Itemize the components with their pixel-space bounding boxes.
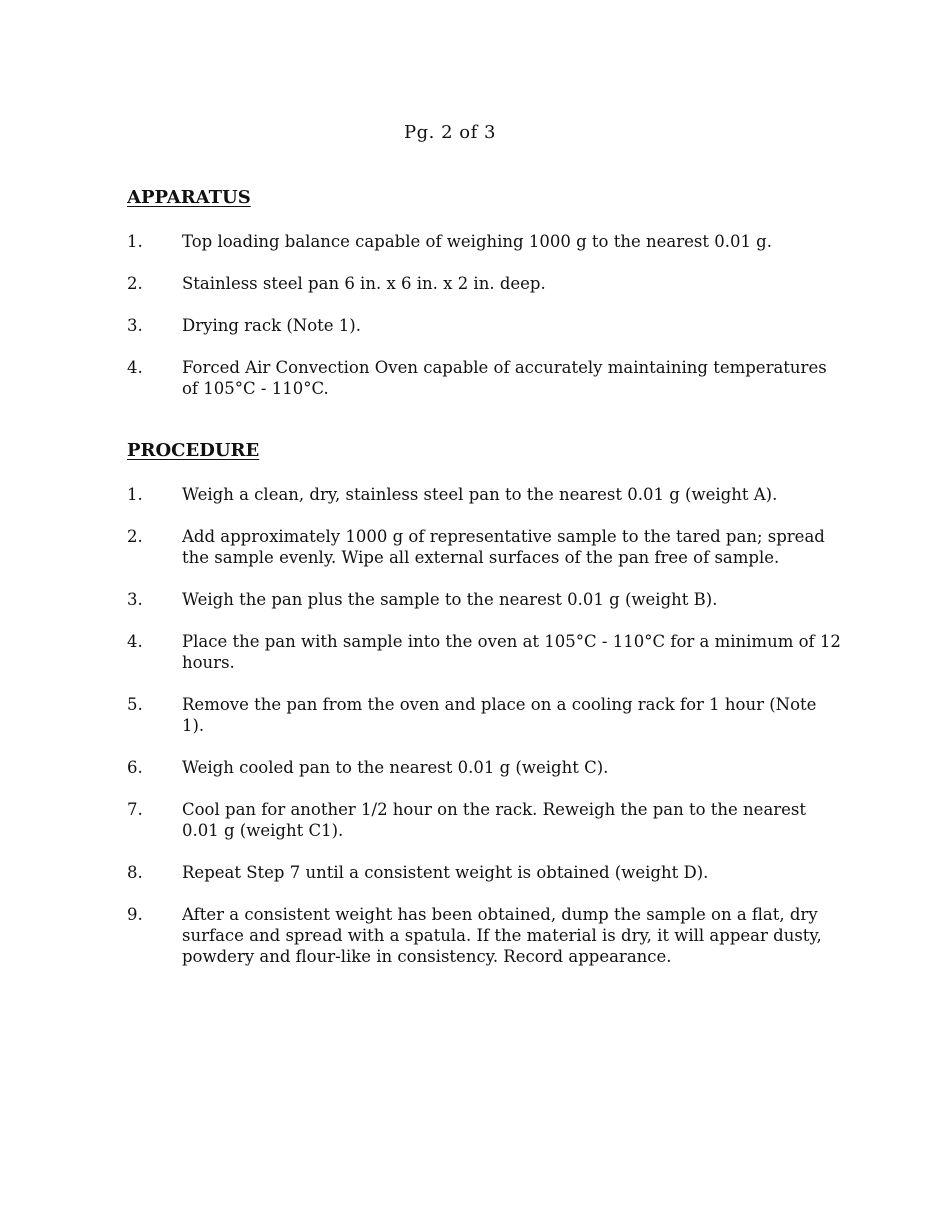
item-number: 2.	[127, 274, 143, 293]
item-text: Drying rack (Note 1).	[182, 316, 361, 335]
item-number: 3.	[127, 590, 143, 609]
item-text: Weigh cooled pan to the nearest 0.01 g (weight C).	[182, 758, 609, 777]
procedure-item	[127, 484, 847, 505]
item-number: 7.	[127, 800, 143, 819]
item-number: 4.	[127, 632, 143, 651]
apparatus-item	[127, 357, 847, 399]
item-text: Remove the pan from the oven and place on a cooling rack for 1 hour (Note 1).	[182, 695, 817, 735]
procedure-item	[127, 757, 847, 778]
item-number: 2.	[127, 527, 143, 546]
procedure-item	[127, 631, 847, 673]
item-number: 9.	[127, 905, 143, 924]
procedure-heading: PROCEDURE	[127, 440, 260, 461]
procedure-list	[127, 484, 847, 988]
procedure-item	[127, 589, 847, 610]
item-text: Cool pan for another 1/2 hour on the rack. Reweigh the pan to the nearest 0.01 g (weight C1).	[182, 800, 807, 840]
item-text: Weigh the pan plus the sample to the nearest 0.01 g (weight B).	[182, 590, 718, 609]
item-text: After a consistent weight has been obtained, dump the sample on a flat, dry surface and spread with a spatula. If the material is dry, it will appear dusty, powdery and flour-like in consistency. Record appearance.	[182, 905, 822, 966]
item-text: Add approximately 1000 g of representative sample to the tared pan; spread the sample evenly. Wipe all external surfaces of the pan free of sample.	[182, 527, 825, 567]
item-text: Forced Air Convection Oven capable of accurately maintaining temperatures of 105°C - 110°C.	[182, 358, 827, 398]
item-text: Place the pan with sample into the oven at 105°C - 110°C for a minimum of 12 hours.	[182, 632, 841, 672]
item-text: Weigh a clean, dry, stainless steel pan to the nearest 0.01 g (weight A).	[182, 485, 778, 504]
procedure-item	[127, 904, 847, 967]
item-number: 1.	[127, 232, 143, 251]
item-number: 8.	[127, 863, 143, 882]
procedure-item	[127, 526, 847, 568]
item-text: Stainless steel pan 6 in. x 6 in. x 2 in. deep.	[182, 274, 546, 293]
procedure-item	[127, 799, 847, 841]
item-number: 4.	[127, 358, 143, 377]
apparatus-list	[127, 231, 847, 420]
procedure-item	[127, 862, 847, 883]
apparatus-heading: APPARATUS	[127, 187, 251, 208]
item-number: 1.	[127, 485, 143, 504]
item-number: 3.	[127, 316, 143, 335]
apparatus-item	[127, 315, 847, 336]
apparatus-item	[127, 231, 847, 252]
page-number: Pg. 2 of 3	[404, 122, 496, 143]
procedure-item	[127, 694, 847, 736]
item-text: Top loading balance capable of weighing 1000 g to the nearest 0.01 g.	[182, 232, 772, 251]
apparatus-item	[127, 273, 847, 294]
item-number: 5.	[127, 695, 143, 714]
item-text: Repeat Step 7 until a consistent weight is obtained (weight D).	[182, 863, 709, 882]
item-number: 6.	[127, 758, 143, 777]
